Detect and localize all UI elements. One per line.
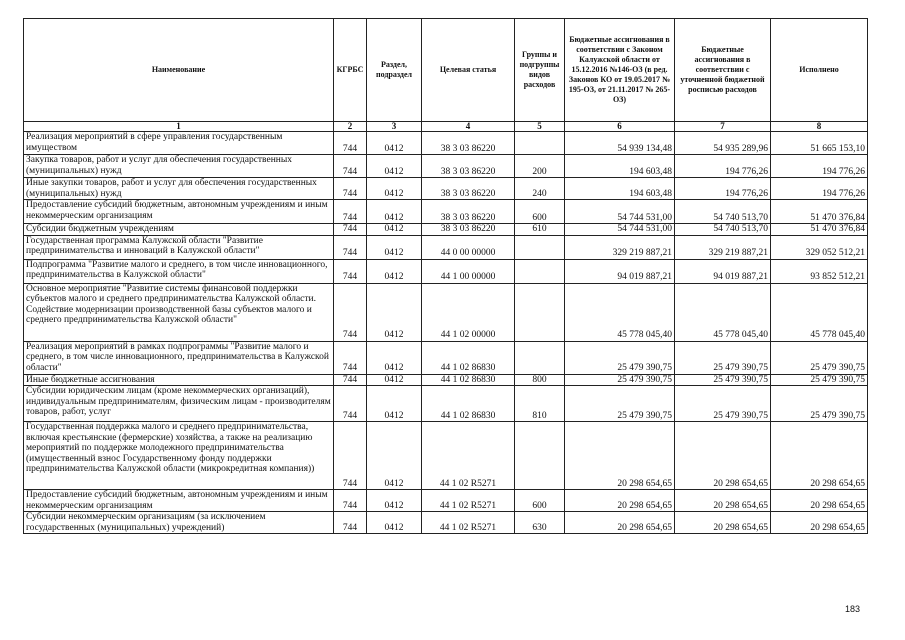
row-name: Подпрограмма "Развитие малого и среднего, в том числе инновационного, предпринимательства в Калужской области" bbox=[24, 259, 334, 283]
row-section: 0412 bbox=[367, 341, 422, 374]
col-number: 8 bbox=[771, 122, 868, 132]
col-number: 2 bbox=[334, 122, 367, 132]
table-row bbox=[24, 512, 868, 534]
col-number: 6 bbox=[565, 122, 675, 132]
row-kgrbs: 744 bbox=[334, 512, 367, 534]
row-section: 0412 bbox=[367, 259, 422, 283]
col-header-name: Наименование bbox=[24, 19, 334, 122]
col-number: 7 bbox=[675, 122, 771, 132]
row-target: 44 1 02 R5271 bbox=[422, 490, 515, 512]
row-budget-refined: 54 740 513,70 bbox=[675, 200, 771, 224]
row-executed: 20 298 654,65 bbox=[771, 422, 868, 490]
row-budget-law: 329 219 887,21 bbox=[565, 235, 675, 259]
row-name: Субсидии бюджетным учреждениям bbox=[24, 224, 334, 236]
row-executed: 194 776,26 bbox=[771, 178, 868, 200]
table-row bbox=[24, 283, 868, 341]
row-name: Закупка товаров, работ и услуг для обеспечения государственных (муниципальных) нужд bbox=[24, 155, 334, 178]
row-executed: 51 665 153,10 bbox=[771, 132, 868, 155]
row-section: 0412 bbox=[367, 374, 422, 386]
row-budget-law: 54 744 531,00 bbox=[565, 200, 675, 224]
row-group: 630 bbox=[515, 512, 565, 534]
row-group: 240 bbox=[515, 178, 565, 200]
col-number: 4 bbox=[422, 122, 515, 132]
col-header-target: Целевая статья bbox=[422, 19, 515, 122]
table-row bbox=[24, 374, 868, 386]
row-budget-refined: 25 479 390,75 bbox=[675, 341, 771, 374]
table-row bbox=[24, 155, 868, 178]
row-group bbox=[515, 259, 565, 283]
row-section: 0412 bbox=[367, 200, 422, 224]
row-target: 44 1 00 00000 bbox=[422, 259, 515, 283]
row-budget-refined: 45 778 045,40 bbox=[675, 283, 771, 341]
table-row bbox=[24, 178, 868, 200]
row-target: 38 3 03 86220 bbox=[422, 200, 515, 224]
row-group bbox=[515, 341, 565, 374]
row-executed: 93 852 512,21 bbox=[771, 259, 868, 283]
row-executed: 25 479 390,75 bbox=[771, 341, 868, 374]
table-row bbox=[24, 235, 868, 259]
row-kgrbs: 744 bbox=[334, 235, 367, 259]
row-name: Предоставление субсидий бюджетным, автономным учреждениям и иным некоммерческим организациям bbox=[24, 200, 334, 224]
row-group bbox=[515, 235, 565, 259]
row-budget-law: 45 778 045,40 bbox=[565, 283, 675, 341]
col-header-budget-law: Бюджетные ассигнования в соответствии с Законом Калужской области от 15.12.2016 №146-ОЗ (в ред. Законов КО от 19.05.2017 № 195-ОЗ, от 21.11.2017 № 265-ОЗ) bbox=[565, 19, 675, 122]
row-executed: 20 298 654,65 bbox=[771, 490, 868, 512]
row-executed: 329 052 512,21 bbox=[771, 235, 868, 259]
table-row bbox=[24, 490, 868, 512]
col-number: 5 bbox=[515, 122, 565, 132]
row-budget-refined: 329 219 887,21 bbox=[675, 235, 771, 259]
row-kgrbs: 744 bbox=[334, 132, 367, 155]
row-target: 44 1 02 R5271 bbox=[422, 422, 515, 490]
row-group: 810 bbox=[515, 386, 565, 422]
row-target: 38 3 03 86220 bbox=[422, 132, 515, 155]
row-budget-refined: 54 935 289,96 bbox=[675, 132, 771, 155]
row-kgrbs: 744 bbox=[334, 422, 367, 490]
row-name: Государственная поддержка малого и среднего предпринимательства, включая крестьянские (фермерские) хозяйства, а также на реализацию мероприятий по поддержке молодежного предпринимательства (имущественный взнос Государственному фонду поддержки предпринимательства Калужской области (микрокредитная компания)) bbox=[24, 422, 334, 490]
row-group bbox=[515, 283, 565, 341]
row-section: 0412 bbox=[367, 512, 422, 534]
row-name: Основное мероприятие "Развитие системы финансовой поддержки субъектов малого и среднего предпринимательства Калужской области. Содействие модернизации производственной базы субъектов малого и среднего предпринимательства Калужской области" bbox=[24, 283, 334, 341]
row-name: Предоставление субсидий бюджетным, автономным учреждениям и иным некоммерческим организациям bbox=[24, 490, 334, 512]
row-budget-law: 25 479 390,75 bbox=[565, 386, 675, 422]
row-budget-law: 54 939 134,48 bbox=[565, 132, 675, 155]
row-budget-refined: 25 479 390,75 bbox=[675, 374, 771, 386]
row-kgrbs: 744 bbox=[334, 259, 367, 283]
row-executed: 25 479 390,75 bbox=[771, 386, 868, 422]
row-target: 44 1 02 R5271 bbox=[422, 512, 515, 534]
row-kgrbs: 744 bbox=[334, 224, 367, 236]
row-section: 0412 bbox=[367, 235, 422, 259]
row-group: 600 bbox=[515, 200, 565, 224]
row-target: 44 1 02 86830 bbox=[422, 341, 515, 374]
row-section: 0412 bbox=[367, 386, 422, 422]
budget-table bbox=[23, 18, 868, 534]
row-kgrbs: 744 bbox=[334, 386, 367, 422]
row-section: 0412 bbox=[367, 224, 422, 236]
row-budget-refined: 94 019 887,21 bbox=[675, 259, 771, 283]
row-name: Субсидии некоммерческим организациям (за исключением государственных (муниципальных) учреждений) bbox=[24, 512, 334, 534]
header-row bbox=[24, 19, 868, 122]
row-name: Иные бюджетные ассигнования bbox=[24, 374, 334, 386]
row-kgrbs: 744 bbox=[334, 283, 367, 341]
col-header-section: Раздел, подраздел bbox=[367, 19, 422, 122]
row-name: Реализация мероприятий в сфере управления государственным имуществом bbox=[24, 132, 334, 155]
table-body bbox=[24, 132, 868, 534]
table-row bbox=[24, 132, 868, 155]
row-name: Иные закупки товаров, работ и услуг для обеспечения государственных (муниципальных) нужд bbox=[24, 178, 334, 200]
row-budget-law: 20 298 654,65 bbox=[565, 512, 675, 534]
column-number-row bbox=[24, 122, 868, 132]
table-row bbox=[24, 341, 868, 374]
row-target: 44 0 00 00000 bbox=[422, 235, 515, 259]
row-target: 38 3 03 86220 bbox=[422, 178, 515, 200]
row-kgrbs: 744 bbox=[334, 200, 367, 224]
row-executed: 194 776,26 bbox=[771, 155, 868, 178]
row-budget-refined: 20 298 654,65 bbox=[675, 422, 771, 490]
row-name: Реализация мероприятий в рамках подпрограммы "Развитие малого и среднего, в том числе инновационного, предпринимательства в Калужской области" bbox=[24, 341, 334, 374]
row-kgrbs: 744 bbox=[334, 178, 367, 200]
row-kgrbs: 744 bbox=[334, 490, 367, 512]
row-budget-law: 54 744 531,00 bbox=[565, 224, 675, 236]
row-budget-law: 20 298 654,65 bbox=[565, 490, 675, 512]
row-budget-law: 194 603,48 bbox=[565, 178, 675, 200]
row-budget-law: 194 603,48 bbox=[565, 155, 675, 178]
row-budget-refined: 20 298 654,65 bbox=[675, 512, 771, 534]
row-budget-refined: 25 479 390,75 bbox=[675, 386, 771, 422]
row-executed: 51 470 376,84 bbox=[771, 200, 868, 224]
row-group bbox=[515, 132, 565, 155]
col-number: 1 bbox=[24, 122, 334, 132]
table-row bbox=[24, 422, 868, 490]
row-target: 44 1 02 00000 bbox=[422, 283, 515, 341]
row-budget-refined: 54 740 513,70 bbox=[675, 224, 771, 236]
row-group bbox=[515, 422, 565, 490]
row-group: 610 bbox=[515, 224, 565, 236]
row-group: 200 bbox=[515, 155, 565, 178]
row-budget-refined: 194 776,26 bbox=[675, 155, 771, 178]
row-section: 0412 bbox=[367, 132, 422, 155]
row-kgrbs: 744 bbox=[334, 341, 367, 374]
row-section: 0412 bbox=[367, 283, 422, 341]
row-kgrbs: 744 bbox=[334, 374, 367, 386]
row-kgrbs: 744 bbox=[334, 155, 367, 178]
row-budget-law: 25 479 390,75 bbox=[565, 374, 675, 386]
row-executed: 51 470 376,84 bbox=[771, 224, 868, 236]
row-budget-law: 20 298 654,65 bbox=[565, 422, 675, 490]
page-number: 183 bbox=[845, 604, 861, 614]
row-group: 600 bbox=[515, 490, 565, 512]
table-row bbox=[24, 259, 868, 283]
budget-table-sheet bbox=[23, 18, 867, 534]
row-executed: 25 479 390,75 bbox=[771, 374, 868, 386]
col-number: 3 bbox=[367, 122, 422, 132]
row-executed: 20 298 654,65 bbox=[771, 512, 868, 534]
row-budget-refined: 194 776,26 bbox=[675, 178, 771, 200]
row-name: Субсидии юридическим лицам (кроме некоммерческих организаций), индивидуальным предпринимателям, физическим лицам - производителям товаров, работ, услуг bbox=[24, 386, 334, 422]
row-section: 0412 bbox=[367, 490, 422, 512]
table-row bbox=[24, 386, 868, 422]
row-executed: 45 778 045,40 bbox=[771, 283, 868, 341]
col-header-executed: Исполнено bbox=[771, 19, 868, 122]
row-section: 0412 bbox=[367, 178, 422, 200]
row-target: 38 3 03 86220 bbox=[422, 155, 515, 178]
row-budget-law: 25 479 390,75 bbox=[565, 341, 675, 374]
row-budget-law: 94 019 887,21 bbox=[565, 259, 675, 283]
row-target: 38 3 03 86220 bbox=[422, 224, 515, 236]
col-header-budget-refined: Бюджетные ассигнования в соответствии с уточненной бюджетной росписью расходов bbox=[675, 19, 771, 122]
col-header-kgrbs: КГРБС bbox=[334, 19, 367, 122]
table-row bbox=[24, 224, 868, 236]
row-section: 0412 bbox=[367, 155, 422, 178]
col-header-groups: Группы и подгруппы видов расходов bbox=[515, 19, 565, 122]
table-row bbox=[24, 200, 868, 224]
row-section: 0412 bbox=[367, 422, 422, 490]
row-group: 800 bbox=[515, 374, 565, 386]
row-budget-refined: 20 298 654,65 bbox=[675, 490, 771, 512]
row-name: Государственная программа Калужской области "Развитие предпринимательства и инноваций в Калужской области" bbox=[24, 235, 334, 259]
row-target: 44 1 02 86830 bbox=[422, 386, 515, 422]
row-target: 44 1 02 86830 bbox=[422, 374, 515, 386]
